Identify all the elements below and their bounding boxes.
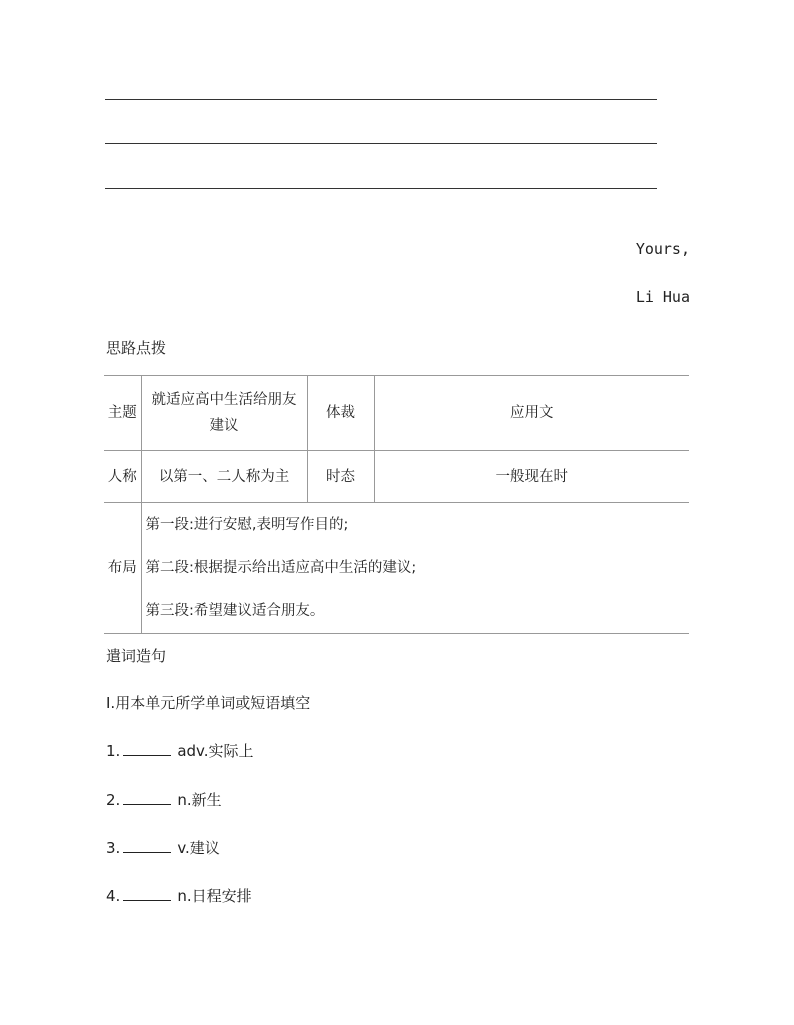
layout-line-1: 第一段:进行安慰,表明写作目的; <box>145 516 349 533</box>
cell-topic-value <box>141 376 307 451</box>
cell-topic-value-line2: 建议 <box>209 418 239 434</box>
item-meaning: 实际上 <box>208 742 254 760</box>
cell-tense-label: 时态 <box>307 451 374 503</box>
section-heading-thinking: 思路点拨 <box>106 339 167 357</box>
cell-genre-label: 体裁 <box>307 376 374 451</box>
section-heading-vocab: 遣词造句 <box>106 647 167 665</box>
part-of-speech: v. <box>177 839 190 857</box>
fill-item <box>106 885 252 906</box>
letter-closing: Yours, <box>635 240 690 258</box>
item-meaning: 新生 <box>191 791 222 809</box>
section-subheading-fill: Ⅰ.用本单元所学单词或短语填空 <box>106 694 311 712</box>
cell-person-label: 人称 <box>104 451 141 503</box>
table-row-layout <box>104 503 689 634</box>
layout-line-2: 第二段:根据提示给出适应高中生活的建议; <box>145 559 417 576</box>
item-meaning: 日程安排 <box>191 887 252 905</box>
fill-blank[interactable] <box>123 792 171 805</box>
cell-tense-value: 一般现在时 <box>374 451 689 503</box>
item-number: 2. <box>106 791 121 809</box>
fill-item <box>106 837 220 858</box>
answer-line-1 <box>105 99 657 100</box>
part-of-speech: adv. <box>177 742 209 760</box>
fill-item <box>106 740 254 761</box>
part-of-speech: n. <box>177 791 192 809</box>
cell-genre-value: 应用文 <box>374 376 689 451</box>
writing-plan-table <box>104 375 689 634</box>
letter-signature: Li Hua <box>635 288 690 306</box>
layout-line-3: 第三段:希望建议适合朋友。 <box>145 602 325 619</box>
fill-item <box>106 789 222 810</box>
cell-layout-value <box>141 503 689 634</box>
item-meaning: 建议 <box>189 839 220 857</box>
fill-blank[interactable] <box>123 840 171 853</box>
item-number: 4. <box>106 887 121 905</box>
item-number: 3. <box>106 839 121 857</box>
fill-blank[interactable] <box>123 888 171 901</box>
part-of-speech: n. <box>177 887 192 905</box>
table-row-topic <box>104 376 689 451</box>
fill-blank[interactable] <box>123 743 171 756</box>
cell-person-value: 以第一、二人称为主 <box>141 451 307 503</box>
answer-line-2 <box>105 143 657 144</box>
cell-topic-label: 主题 <box>104 376 141 451</box>
cell-layout-label: 布局 <box>104 503 141 634</box>
item-number: 1. <box>106 742 121 760</box>
answer-line-3 <box>105 188 657 189</box>
cell-topic-value-line1: 就适应高中生活给朋友 <box>151 392 297 408</box>
table-row-person <box>104 451 689 503</box>
